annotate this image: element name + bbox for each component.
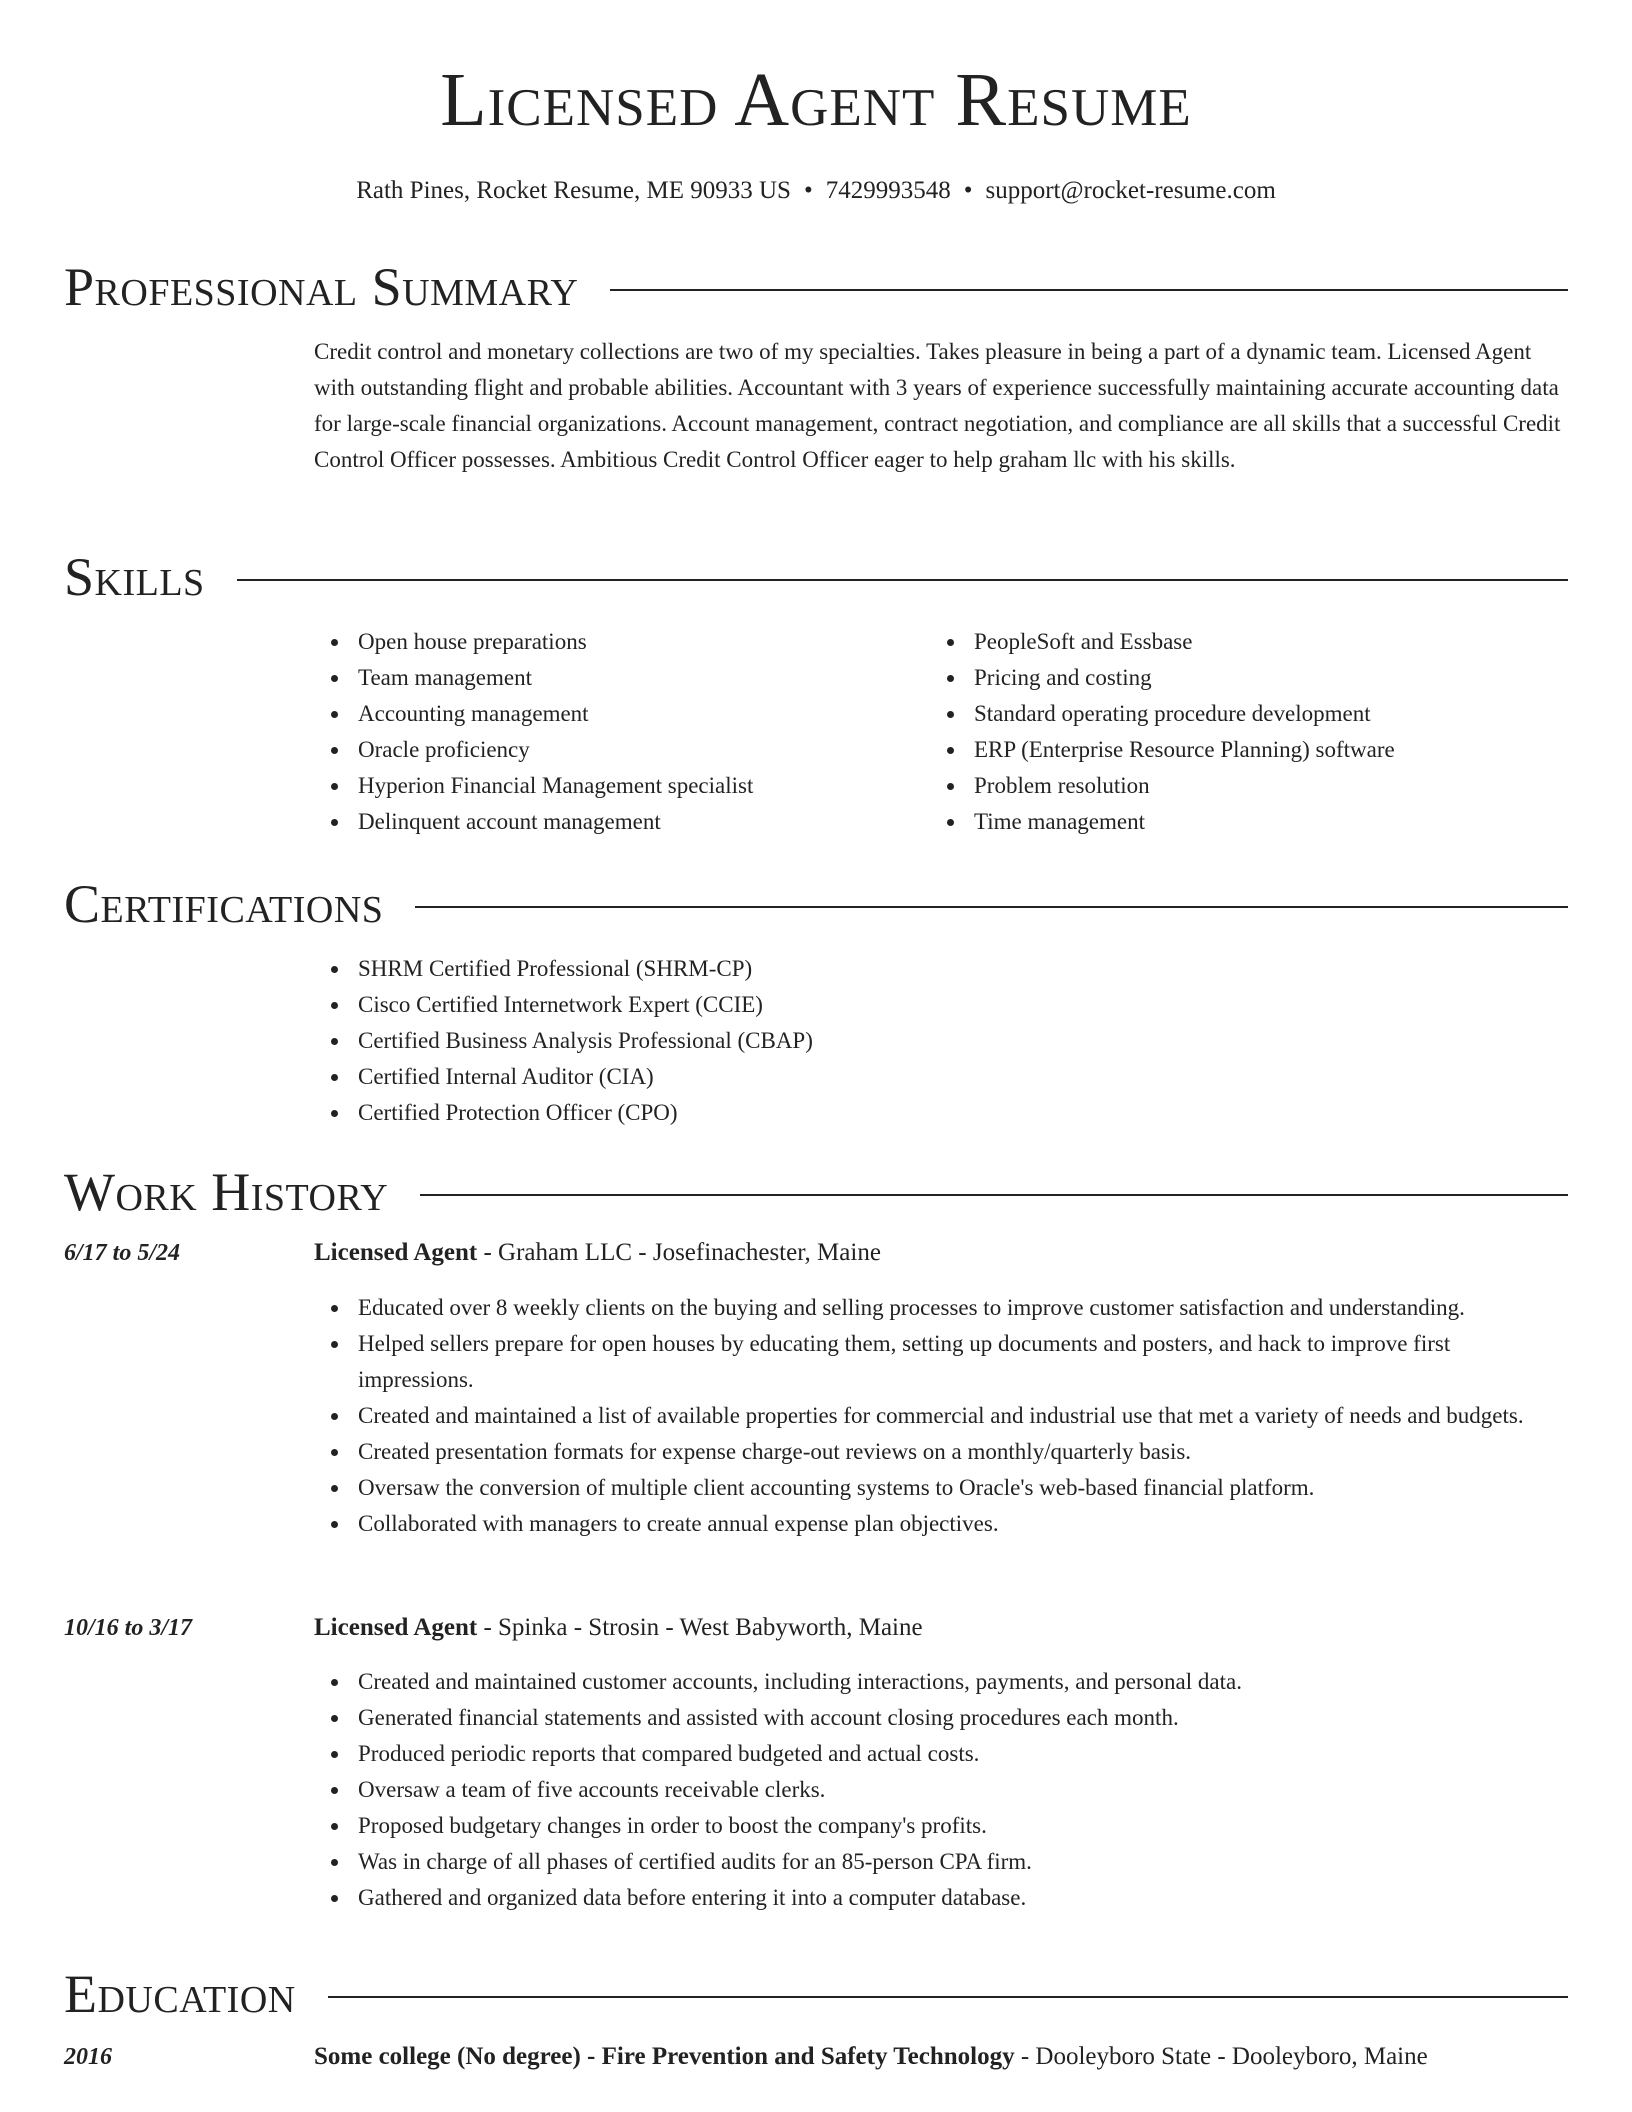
skill-item: Problem resolution	[930, 768, 1510, 804]
skill-item: ERP (Enterprise Resource Planning) software	[930, 732, 1510, 768]
certifications-block	[314, 951, 1568, 1131]
job-heading	[314, 1235, 1568, 1271]
resume-title: Licensed Agent Resume	[440, 58, 1192, 142]
education-year: 2016	[64, 2044, 112, 2070]
skill-item: Open house preparations	[314, 624, 894, 660]
education-section-heading	[64, 1964, 1568, 2024]
job-bullet: Oversaw the conversion of multiple client accounting systems to Oracle's web-based financial platform.	[314, 1470, 1568, 1506]
work-heading: Work History	[64, 1162, 389, 1222]
job-bullet: Produced periodic reports that compared budgeted and actual costs.	[314, 1736, 1568, 1772]
skill-item: Accounting management	[314, 696, 894, 732]
job-heading	[314, 1610, 1568, 1646]
summary-heading: Professional Summary	[64, 257, 579, 317]
job-bullet-list	[314, 1290, 1568, 1542]
work-section-heading	[64, 1162, 1568, 1222]
job-bullet: Gathered and organized data before entering it into a computer database.	[314, 1880, 1568, 1916]
job-bullet: Was in charge of all phases of certified audits for an 85-person CPA firm.	[314, 1844, 1568, 1880]
contact-email: support@rocket-resume.com	[985, 177, 1276, 204]
certification-item: Certified Internal Auditor (CIA)	[314, 1059, 1568, 1095]
job-title: Licensed Agent	[314, 1614, 478, 1641]
job-bullet: Created and maintained customer accounts, including interactions, payments, and personal data.	[314, 1664, 1568, 1700]
job-employer: - Spinka - Strosin - West Babyworth, Maine	[477, 1614, 923, 1641]
job-bullet: Helped sellers prepare for open houses by educating them, setting up documents and posters, and hack to improve first impressions.	[314, 1326, 1568, 1398]
section-divider	[237, 579, 1568, 581]
contact-phone: 7429993548	[825, 177, 951, 204]
skill-item: Team management	[314, 660, 894, 696]
contact-separator: •	[803, 177, 813, 204]
certifications-list	[314, 951, 1568, 1131]
skill-item: Oracle proficiency	[314, 732, 894, 768]
certification-item: Cisco Certified Internetwork Expert (CCIE)	[314, 987, 1568, 1023]
certification-item: SHRM Certified Professional (SHRM-CP)	[314, 951, 1568, 987]
job-bullet: Oversaw a team of five accounts receivable clerks.	[314, 1772, 1568, 1808]
skill-item: Hyperion Financial Management specialist	[314, 768, 894, 804]
job-bullet: Generated financial statements and assisted with account closing procedures each month.	[314, 1700, 1568, 1736]
job-dates: 6/17 to 5/24	[64, 1240, 181, 1266]
summary-text: Credit control and monetary collections are two of my specialties. Takes pleasure in being a part of a dynamic team. Licensed Agent with outstanding flight and probable abilities. Accountant with 3 years of experience successfully maintaining accurate accounting data for large-scale financial organizations. Account management, contract negotiation, and compliance are all skills that a successful Credit Control Officer possesses. Ambitious Credit Control Officer eager to help graham llc with his skills.	[314, 339, 1561, 472]
skill-item: Delinquent account management	[314, 804, 894, 840]
skill-item: PeopleSoft and Essbase	[930, 624, 1510, 660]
skills-left-column	[314, 624, 894, 840]
certifications-heading: Certifications	[64, 874, 384, 934]
job-title: Licensed Agent	[314, 1239, 478, 1266]
certification-item: Certified Business Analysis Professional (CBAP)	[314, 1023, 1568, 1059]
skill-item: Time management	[930, 804, 1510, 840]
certification-item: Certified Protection Officer (CPO)	[314, 1095, 1568, 1131]
section-divider	[610, 289, 1568, 291]
job-responsibilities	[314, 1290, 1568, 1542]
skills-heading: Skills	[64, 547, 205, 607]
section-divider	[420, 1194, 1568, 1196]
skills-list-left	[314, 624, 894, 840]
skills-section-heading	[64, 547, 1568, 607]
job-bullet: Educated over 8 weekly clients on the buying and selling processes to improve customer satisfaction and understanding.	[314, 1290, 1568, 1326]
education-school: - Dooleyboro State - Dooleyboro, Maine	[1014, 2043, 1428, 2070]
education-heading: Education	[64, 1964, 296, 2024]
job-bullet: Created presentation formats for expense charge-out reviews on a monthly/quarterly basis.	[314, 1434, 1568, 1470]
contact-line	[0, 176, 1632, 206]
job-bullet: Proposed budgetary changes in order to boost the company's profits.	[314, 1808, 1568, 1844]
skill-item: Pricing and costing	[930, 660, 1510, 696]
job-dates: 10/16 to 3/17	[64, 1615, 193, 1641]
job-bullet-list	[314, 1664, 1568, 1916]
job-employer: - Graham LLC - Josefinachester, Maine	[477, 1239, 881, 1266]
skill-item: Standard operating procedure development	[930, 696, 1510, 732]
contact-address: Rath Pines, Rocket Resume, ME 90933 US	[356, 177, 791, 204]
skills-right-column	[930, 624, 1510, 840]
certifications-section-heading	[64, 874, 1568, 934]
summary-section-heading	[64, 257, 1568, 317]
education-entry	[314, 2039, 1568, 2075]
job-responsibilities	[314, 1664, 1568, 1916]
job-bullet: Created and maintained a list of available properties for commercial and industrial use that met a variety of needs and budgets.	[314, 1398, 1568, 1434]
education-degree: Some college (No degree) - Fire Prevention and Safety Technology	[314, 2043, 1015, 2070]
skills-list-right	[930, 624, 1510, 840]
section-divider	[415, 906, 1568, 908]
job-bullet: Collaborated with managers to create annual expense plan objectives.	[314, 1506, 1568, 1542]
section-divider	[328, 1996, 1568, 1998]
contact-separator: •	[963, 177, 973, 204]
